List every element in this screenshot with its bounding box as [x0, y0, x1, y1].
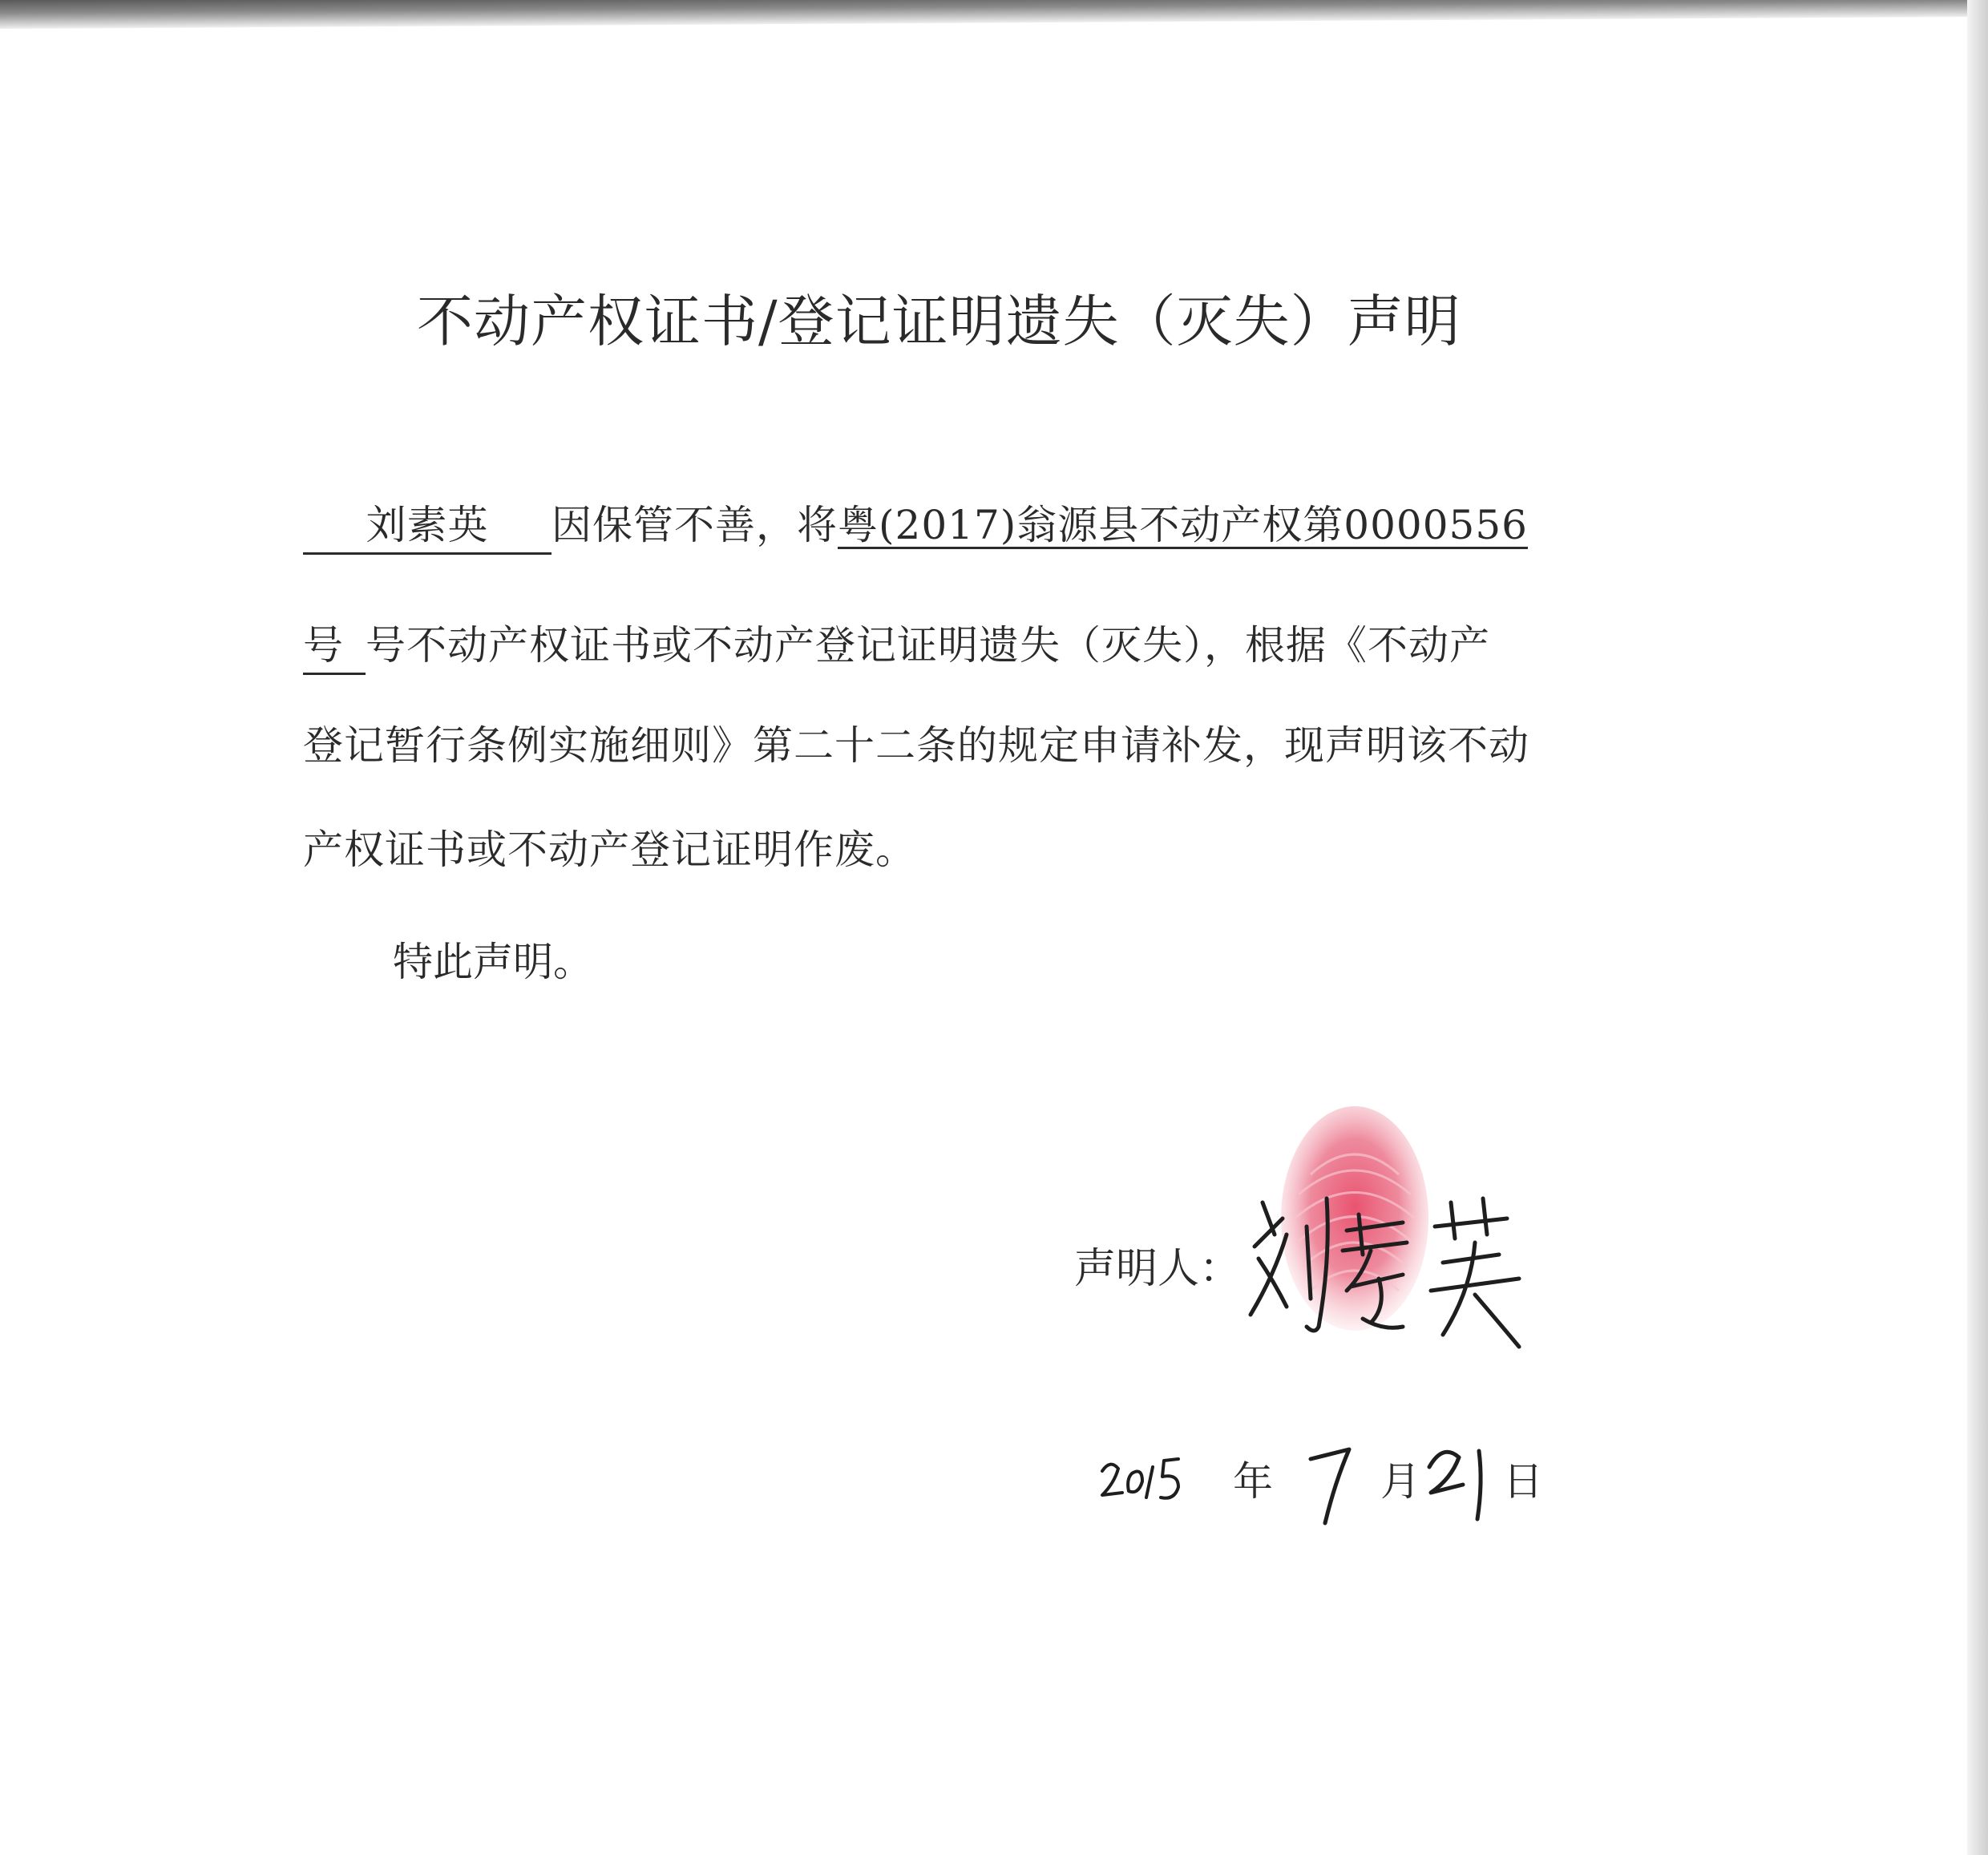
signer-label: 声明人： [1074, 1245, 1242, 1293]
handwritten-day [1423, 1435, 1511, 1531]
document-title: 不动产权证书/登记证明遗失（灭失）声明 [417, 289, 1461, 354]
body-line-2 [303, 613, 1490, 675]
body-line-4: 产权证书或不动产登记证明作废。 [303, 826, 916, 873]
month-label: 月 [1380, 1458, 1420, 1505]
body-line-1 [303, 493, 1528, 555]
date-row [1098, 1435, 1579, 1531]
body-text-1: 因保管不善，将 [552, 502, 838, 548]
handwritten-month [1303, 1435, 1359, 1531]
number-suffix-field: 号 [303, 613, 366, 675]
closing-statement: 特此声明。 [393, 939, 593, 985]
handwritten-year [1098, 1435, 1202, 1523]
body-line-3: 登记暂行条例实施细则》第二十二条的规定申请补发，现声明该不动 [303, 722, 1529, 769]
year-label: 年 [1233, 1458, 1273, 1505]
declarant-name-field: 刘素英 [303, 493, 552, 555]
day-label: 日 [1503, 1458, 1543, 1505]
handwritten-signature [1242, 1186, 1539, 1363]
scan-edge-right [1967, 0, 1988, 1855]
certificate-number: 粤(2017)翁源县不动产权第0000556 [838, 502, 1528, 548]
scan-edge-top [0, 0, 1988, 29]
body-text-2: 号不动产权证书或不动产登记证明遗失（灭失），根据《不动产 [366, 622, 1490, 669]
